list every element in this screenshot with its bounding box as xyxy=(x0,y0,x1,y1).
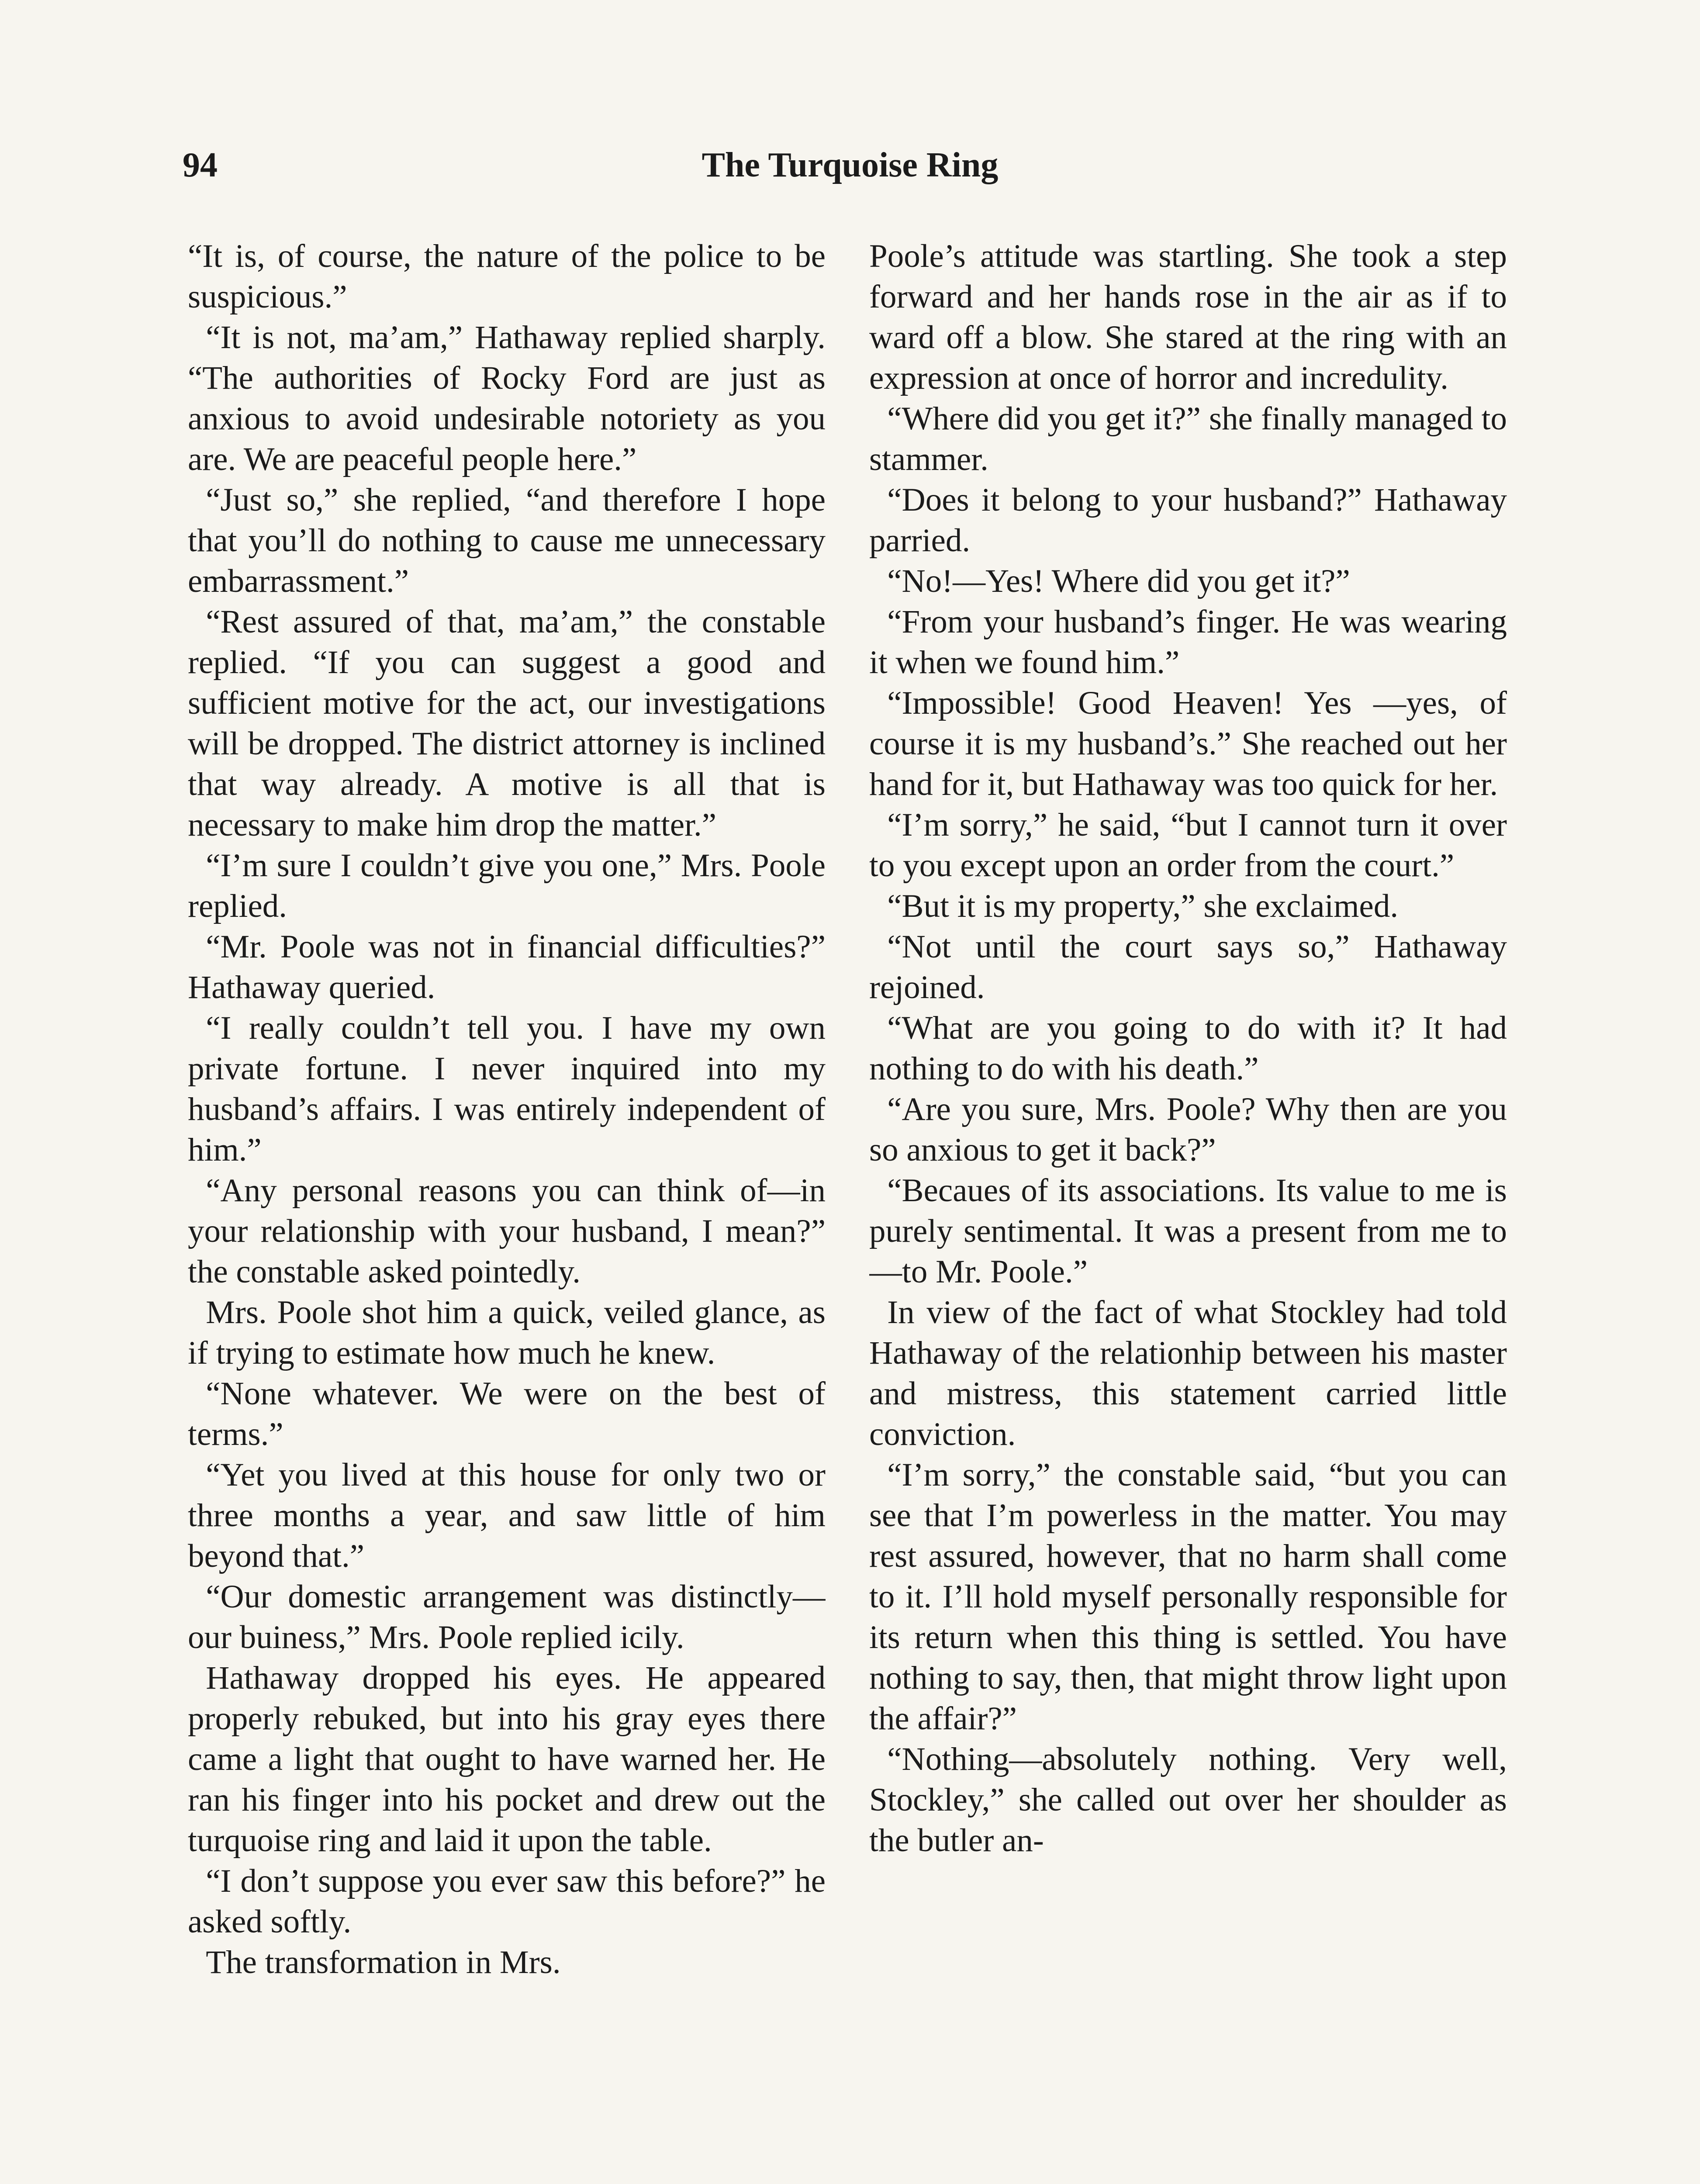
paragraph: “Yet you lived at this house for only two or three months a year, and saw little of him beyond that.” xyxy=(188,1457,826,1574)
page-number: 94 xyxy=(183,146,218,184)
paragraph: “Any personal reasons you can think of—in your relationship with your husband, I mean?” the constable asked pointedly. xyxy=(188,1172,826,1290)
paragraph: “Rest assured of that, ma’am,” the constable replied. “If you can suggest a good and sufficient motive for the act, our investigations will be dropped. The district attorney is inclined that way already. A motive is all that is necessary to make him drop the matter.” xyxy=(188,604,826,843)
paragraph: “Mr. Poole was not in financial difficulties?” Hathaway queried. xyxy=(188,929,826,1006)
right-text-column xyxy=(869,236,1507,2184)
paragraph: “What are you going to do with it? It had nothing to do with his death.” xyxy=(869,1010,1507,1087)
paragraph: “It is, of course, the nature of the police to be suspicious.” xyxy=(188,238,826,315)
paragraph: “I’m sorry,” he said, “but I cannot turn it over to you except upon an order from the court.” xyxy=(869,807,1507,884)
paragraph: “I’m sure I couldn’t give you one,” Mrs. Poole replied. xyxy=(188,847,826,924)
paragraph: “From your husband’s finger. He was wearing it when we found him.” xyxy=(869,604,1507,681)
paragraph: “Becaues of its associations. Its value to me is purely sentimental. It was a present from me to—to Mr. Poole.” xyxy=(869,1172,1507,1290)
paragraph: “Not until the court says so,” Hathaway rejoined. xyxy=(869,929,1507,1006)
paragraph: Mrs. Poole shot him a quick, veiled glance, as if trying to estimate how much he knew. xyxy=(188,1294,826,1371)
paragraph: “I don’t suppose you ever saw this before?” he asked softly. xyxy=(188,1863,826,1940)
paragraph: Hathaway dropped his eyes. He appeared properly rebuked, but into his gray eyes there came a light that ought to have warned her. He ran his finger into his pocket and drew out the turquoise ring and laid it upon the table. xyxy=(188,1660,826,1859)
paragraph: “I’m sorry,” the constable said, “but you can see that I’m powerless in the matter. You may rest assured, however, that no harm shall come to it. I’ll hold myself personally responsible for its return when this thing is settled. You have nothing to say, then, that might throw light upon the affair?” xyxy=(869,1457,1507,1737)
paragraph: The transformation in Mrs. xyxy=(206,1944,561,1980)
paragraph: “Are you sure, Mrs. Poole? Why then are you so anxious to get it back?” xyxy=(869,1091,1507,1168)
paragraph: “Our domestic arrangement was distinctly—our buiness,” Mrs. Poole replied icily. xyxy=(188,1579,826,1655)
paragraph: Poole’s attitude was startling. She took a step forward and her hands rose in the air as if to ward off a blow. She stared at the ring with an expression at once of horror and incredulity. xyxy=(869,238,1507,396)
paragraph: “Nothing—absolutely nothing. Very well, Stockley,” she called out over her shoulder as the butler an- xyxy=(869,1741,1507,1859)
paragraph: “Where did you get it?” she finally managed to stammer. xyxy=(869,401,1507,477)
paragraph: “No!—Yes! Where did you get it?” xyxy=(887,563,1350,599)
left-text-column xyxy=(188,236,826,2184)
paragraph: In view of the fact of what Stockley had told Hathaway of the relationhip between his master and mistress, this statement carried little conviction. xyxy=(869,1294,1507,1452)
paragraph: “But it is my property,” she exclaimed. xyxy=(887,888,1399,924)
paragraph: “I really couldn’t tell you. I have my own private fortune. I never inquired into my husband’s affairs. I was entirely independent of him.” xyxy=(188,1010,826,1168)
paragraph: “Does it belong to your husband?” Hathaway parried. xyxy=(869,482,1507,559)
paragraph: “Impossible! Good Heaven! Yes —yes, of course it is my husband’s.” She reached out her hand for it, but Hathaway was too quick for her. xyxy=(869,685,1507,802)
paragraph: “Just so,” she replied, “and therefore I hope that you’ll do nothing to cause me unnecessary embarrassment.” xyxy=(188,482,826,599)
running-title: The Turquoise Ring xyxy=(701,146,999,184)
paragraph: “None whatever. We were on the best of terms.” xyxy=(188,1375,826,1452)
paragraph: “It is not, ma’am,” Hathaway replied sharply. “The authorities of Rocky Ford are just as anxious to avoid undesirable notoriety as you are. We are peaceful people here.” xyxy=(188,319,826,477)
